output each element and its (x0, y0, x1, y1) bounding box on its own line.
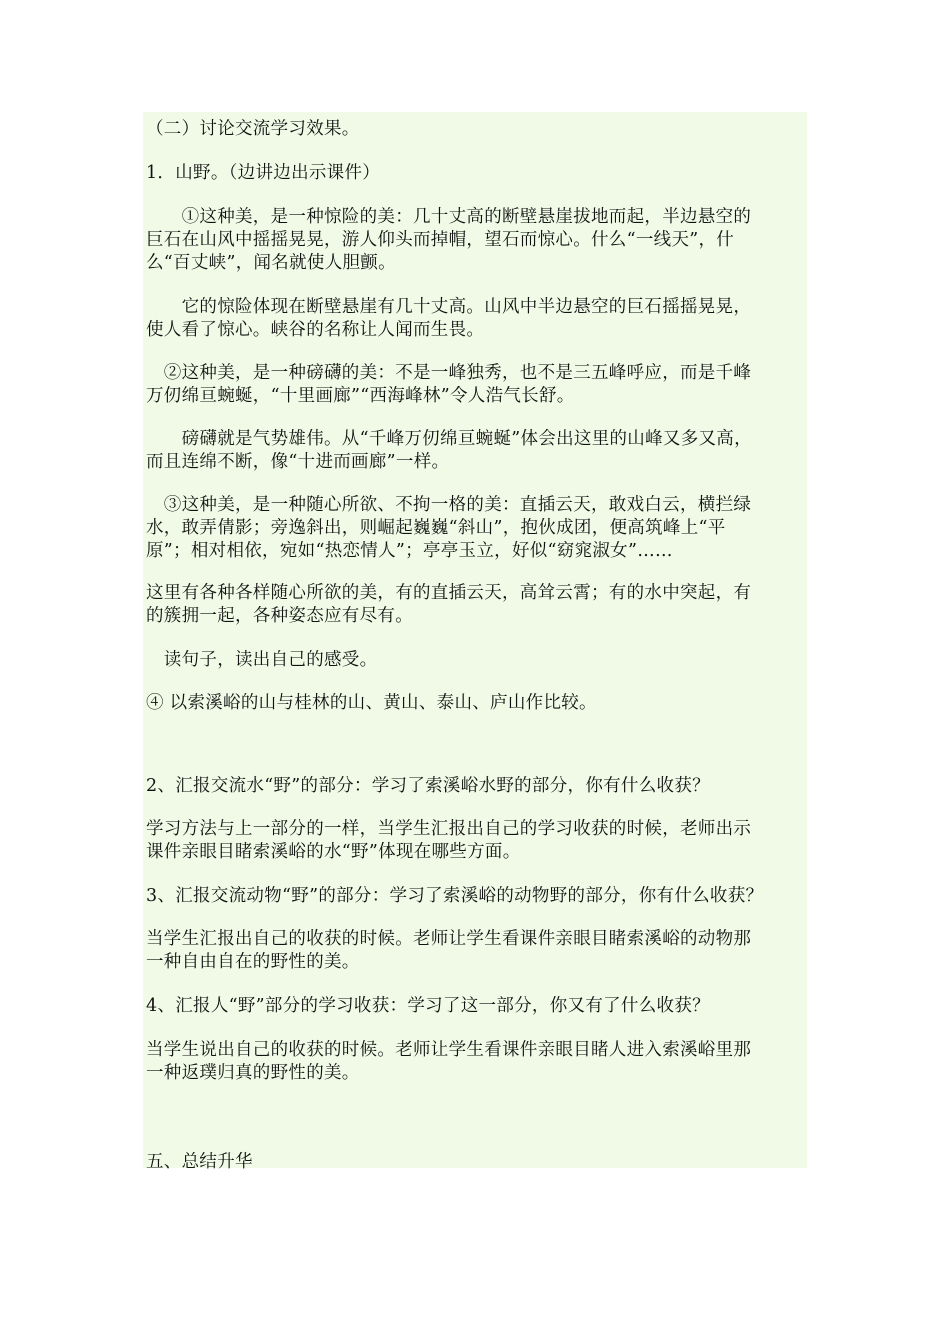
paragraph-line: 一种返璞归真的野性的美。 (146, 1063, 360, 1083)
section-heading: 五、总结升华 (146, 1152, 253, 1172)
paragraph-line: 的簇拥一起，各种姿态应有尽有。 (146, 606, 413, 626)
paragraph-line: 课件亲眼目睹索溪峪的水“野”体现在哪些方面。 (146, 842, 521, 862)
paragraph-line: ②这种美，是一种磅礴的美：不是一峰独秀，也不是三五峰呼应，而是千峰 (146, 363, 752, 383)
paragraph-line: 而且连绵不断，像“十进而画廊”一样。 (146, 452, 450, 472)
paragraph-line: 当学生说出自己的收获的时候。老师让学生看课件亲眼目睹人进入索溪峪里那 (146, 1040, 752, 1060)
paragraph-line: 巨石在山风中摇摇晃晃，游人仰头而掉帽，望石而惊心。什么“一线天”，什 (146, 230, 735, 250)
paragraph-line: 读句子，读出自己的感受。 (146, 650, 378, 670)
paragraph-line: 当学生汇报出自己的收获的时候。老师让学生看课件亲眼目睹索溪峪的动物那 (146, 929, 752, 949)
paragraph-line: ③这种美，是一种随心所欲、不拘一格的美：直插云天，敢戏白云，横拦绿 (146, 495, 752, 515)
paragraph-line: 水，敢弄倩影；旁逸斜出，则崛起巍巍“斜山”，抱伙成团，便高筑峰上“平 (146, 518, 726, 538)
paragraph-line: 原”；相对相依，宛如“热恋情人”；亭亭玉立，好似“窈窕淑女”…… (146, 541, 673, 561)
item-heading: 1．山野。（边讲边出示课件） (146, 163, 381, 183)
paragraph-line: 万仞绵亘蜿蜒，“十里画廊”“西海峰林”令人浩气长舒。 (146, 386, 575, 406)
paragraph-line: 磅礴就是气势雄伟。从“千峰万仞绵亘蜿蜒”体会出这里的山峰又多又高， (146, 429, 752, 449)
paragraph-line: 么“百丈峡”，闻名就使人胆颤。 (146, 253, 396, 273)
item-heading: 2、汇报交流水“野”的部分：学习了索溪峪水野的部分，你有什么收获？ (146, 776, 710, 796)
paragraph-line: 它的惊险体现在断壁悬崖有几十丈高。山风中半边悬空的巨石摇摇晃晃， (146, 297, 752, 317)
paragraph-line: ④ 以索溪峪的山与桂林的山、黄山、泰山、庐山作比较。 (146, 693, 597, 713)
paragraph-line: 学习方法与上一部分的一样，当学生汇报出自己的学习收获的时候，老师出示 (146, 819, 752, 839)
item-heading: 4、汇报人“野”部分的学习收获：学习了这一部分，你又有了什么收获？ (146, 996, 710, 1016)
item-heading: 3、汇报交流动物“野”的部分：学习了索溪峪的动物野的部分，你有什么收获？ (146, 886, 764, 906)
paragraph-line: 使人看了惊心。峡谷的名称让人闻而生畏。 (146, 320, 485, 340)
section-heading: （二）讨论交流学习效果。 (146, 119, 360, 139)
paragraph-line: 这里有各种各样随心所欲的美，有的直插云天，高耸云霄；有的水中突起，有 (146, 583, 752, 603)
paragraph-line: 一种自由自在的野性的美。 (146, 952, 360, 972)
paragraph-line: ①这种美，是一种惊险的美：几十丈高的断壁悬崖拔地而起，半边悬空的 (146, 207, 752, 227)
